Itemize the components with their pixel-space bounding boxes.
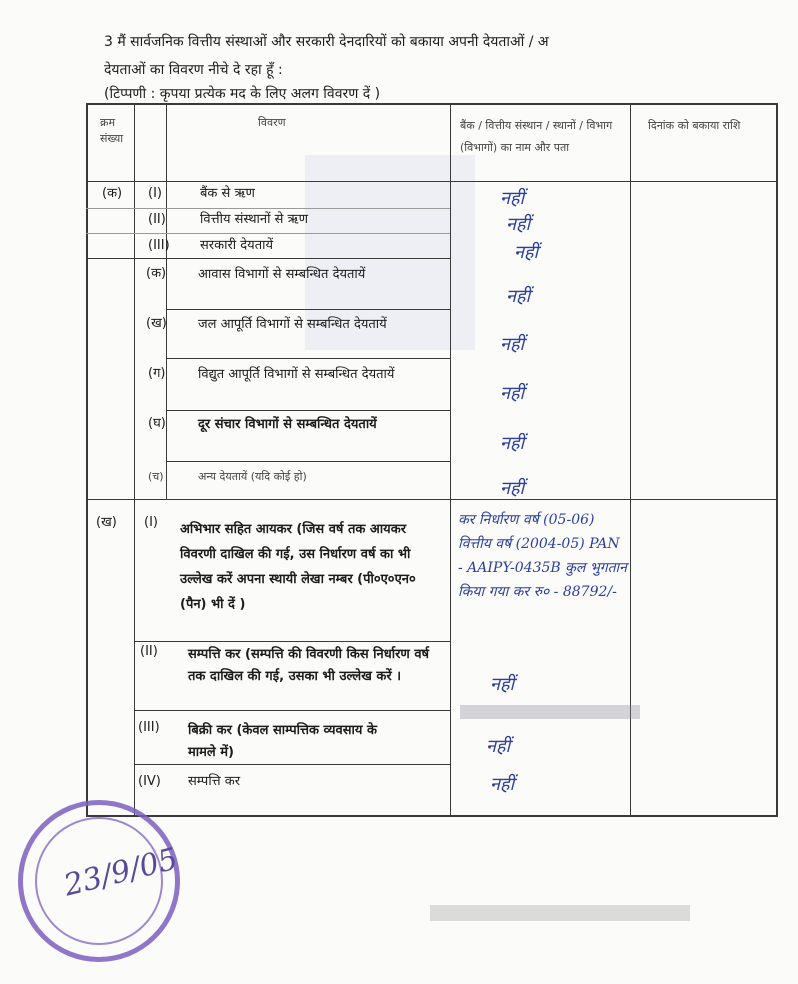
row-answer: नहीं — [500, 433, 525, 454]
instruction-note: (टिप्पणी : कृपया प्रत्येक मद के लिए अलग विवरण दें ) — [104, 86, 381, 102]
row-answer: नहीं — [500, 334, 525, 355]
row-sub: (च) — [148, 470, 164, 483]
header-amount: दिनांक को बकाया राशि — [648, 119, 741, 132]
row-desc: दूर संचार विभागों से सम्बन्धित देयतायें — [198, 417, 377, 432]
row-desc: अभिभार सहित आयकर (जिस वर्ष तक आयकर विवरणी दाखिल की गई, उस निर्धारण वर्ष का भी उल्लेख करें अपना स्थायी लेखा नम्बर (पी०ए०एन० (पैन) भी दें ) — [180, 522, 416, 612]
row-desc: अन्य देयतायें (यदि कोई हो) — [198, 470, 307, 483]
intro-line-2: देयताओं का विवरण नीचे दे रहा हूँ : — [104, 62, 283, 78]
header-serial: क्रम संख्या — [100, 116, 124, 145]
row-answer: नहीं — [506, 214, 531, 235]
row-sub: (IV) — [138, 774, 161, 789]
row-desc: सम्पत्ति कर — [188, 774, 241, 789]
stamp-date: 23/9/05 — [60, 841, 182, 904]
intro-line-1: 3 मैं सार्वजनिक वित्तीय संस्थाओं और सरकारी देनदारियों को बकाया अपनी देयताओं / अ — [104, 34, 549, 50]
row-desc: बिक्री कर (केवल साम्पत्तिक व्यवसाय के मामले में) — [188, 723, 377, 760]
header-description: विवरण — [258, 116, 286, 129]
row-group: (ख) — [96, 515, 117, 530]
row-desc: विद्युत आपूर्ति विभागों से सम्बन्धित देयतायें — [198, 367, 395, 382]
row-desc: सरकारी देयतायें — [200, 238, 274, 253]
row-answer: नहीं — [500, 383, 525, 404]
row-desc: जल आपूर्ति विभागों से सम्बन्धित देयतायें — [198, 317, 387, 332]
row-sub: (III) — [148, 238, 170, 253]
row-desc: वित्तीय संस्थानों से ऋण — [200, 212, 308, 227]
row-desc: सम्पत्ति कर (सम्पत्ति की विवरणी किस निर्धारण वर्ष तक दाखिल की गई, उसका भी उल्लेख करें । — [188, 647, 430, 684]
official-stamp — [18, 800, 180, 962]
scan-smudge — [430, 905, 690, 921]
row-answer: नहीं — [490, 674, 515, 695]
row-answer: नहीं — [490, 774, 515, 795]
row-sub: (I) — [148, 186, 162, 201]
row-answer: नहीं — [506, 286, 531, 307]
row-sub: (I) — [144, 515, 158, 530]
row-answer: नहीं — [500, 188, 525, 209]
row-sub: (ग) — [148, 366, 166, 381]
row-sub: (घ) — [148, 416, 166, 431]
row-desc: बैंक से ऋण — [200, 186, 255, 201]
row-sub: (II) — [140, 644, 158, 659]
row-answer: नहीं — [500, 478, 525, 499]
header-institution: बैंक / वित्तीय संस्थान / स्थानों / विभाग (विभागों) का नाम और पता — [460, 119, 613, 154]
ink-smudge — [460, 705, 640, 719]
row-group: (क) — [102, 186, 123, 201]
row-answer: नहीं — [514, 242, 539, 263]
row-desc: आवास विभागों से सम्बन्धित देयतायें — [198, 267, 366, 282]
row-answer: कर निर्धारण वर्ष (05-06) वित्तीय वर्ष (2004-05) PAN - AAIPY-0435B कुल भुगतान किया गया कर रु० - 88792/- — [458, 512, 627, 600]
row-sub: (III) — [138, 720, 160, 735]
row-sub: (क) — [146, 266, 167, 281]
row-sub: (ख) — [146, 316, 167, 331]
row-answer: नहीं — [486, 736, 511, 757]
row-sub: (II) — [148, 212, 166, 227]
